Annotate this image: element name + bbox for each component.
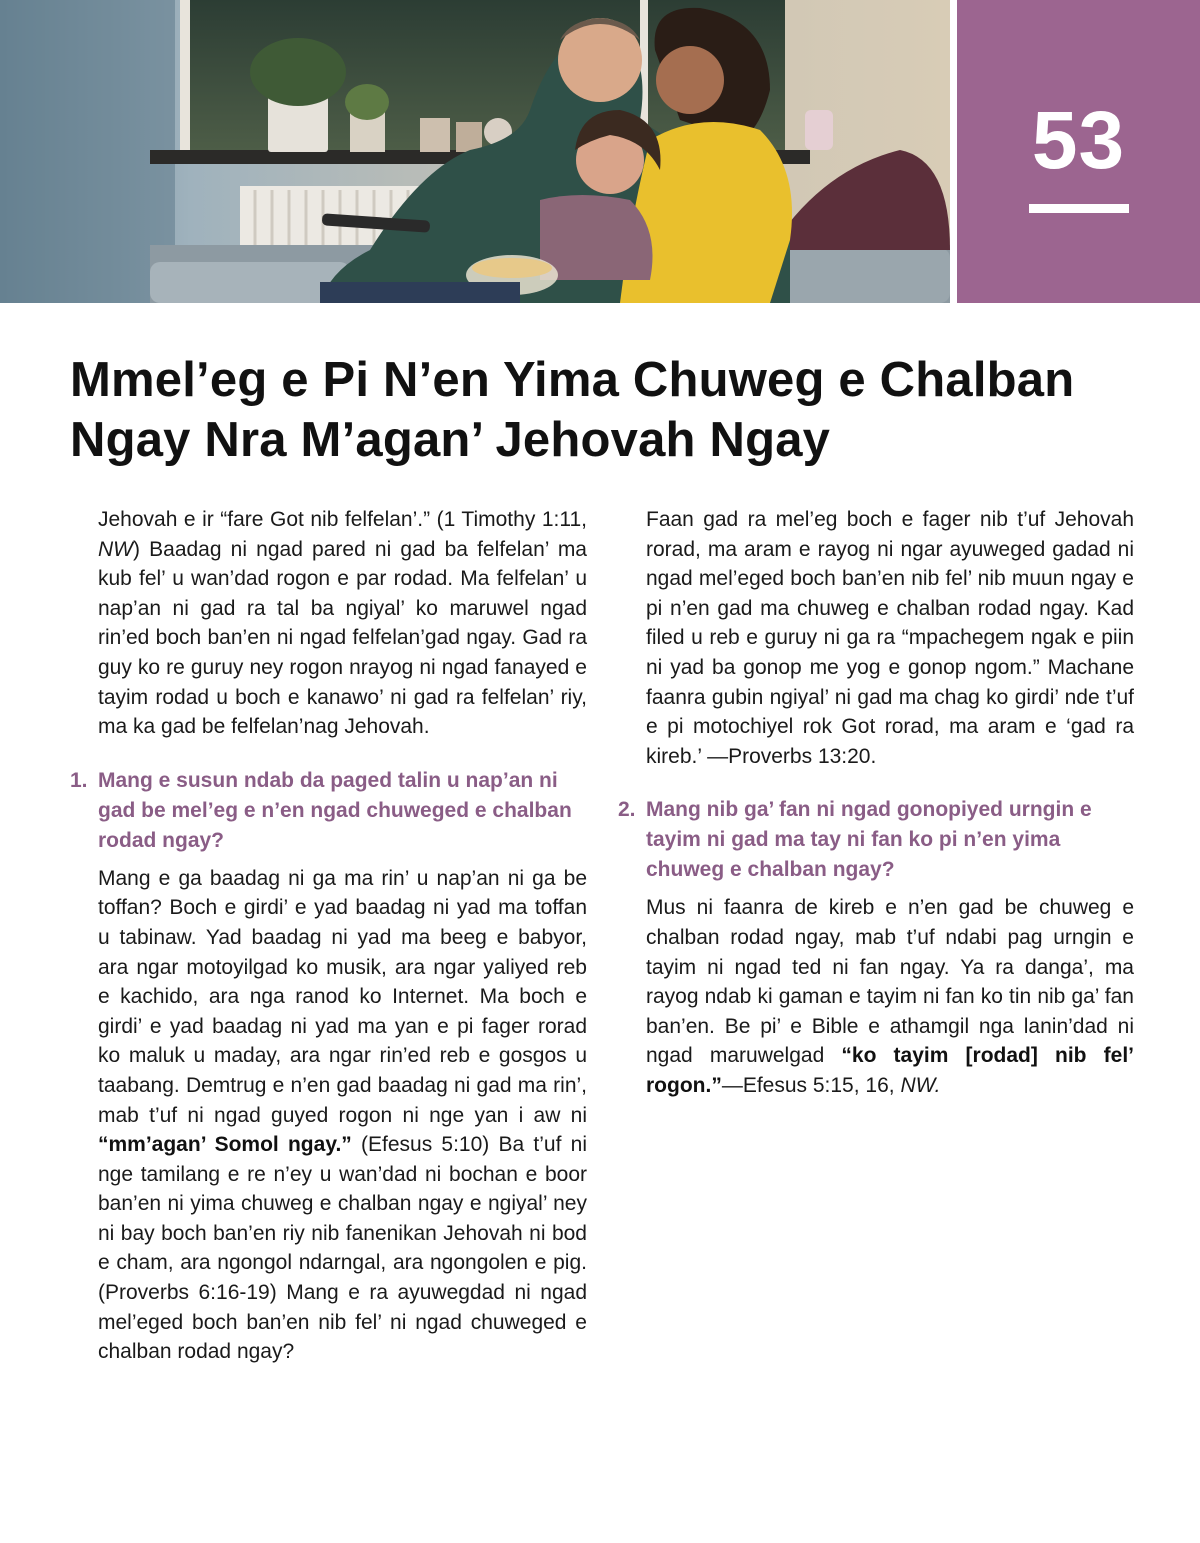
question-1-text: Mang e susun ndab da paged talin u nap’an ni gad be mel’eg e n’en ngad chuweged e chalban rodad ngay?	[98, 768, 572, 852]
question-2-text: Mang nib ga’ fan ni ngad gonopiyed urngin e tayim ni gad ma tay ni fan ko pi n’en yima chuweg e chalban ngay?	[646, 798, 1092, 882]
right-column	[618, 505, 1134, 1101]
q1-text-2: (Efesus 5:10) Ba t’uf ni nge tamilang e re n’ey u wan’dad ni bochan e boor ban’en ni yima chuweg e chalban ngay e ngiyal’ ney ni bay boch ban’en riy nib fanenikan Jehovah ni bod e cham, ara ngongol ndarngal, ara ngongolen e pig. (Proverbs 6:16-19) Mang e ra ayuwegdad ni ngad mel’eged boch ban’en nib fel’ ni ngad chuweged e chalban rodad ngay?	[98, 1133, 587, 1364]
intro-text-nw: NW	[98, 537, 133, 561]
intro-text-2: ) Baadag ni ngad pared ni gad ba felfelan’ ma kub fel’ u wan’dad rogon e par rodad. Ma felfelan’ u nap’an ni gad ra tal ba ngiyal’ ko maruwel ngad rin’ed boch ban’en ni ngad felfelan’gad ngay. Gad ra guy ko re guruy ney rogon nrayog ni ngad fanayed e tayim rodad u boch e kanawo’ ni gad ra felfelan’ riy, ma ka gad be felfelan’nag Jehovah.	[98, 537, 587, 739]
right-intro-paragraph: Faan gad ra mel’eg boch e fager nib t’uf Jehovah rorad, ma aram e rayog ni ngar ayuweged gadad ni ngad mel’eged boch ban’en nib fel’ nib muun ngay e pi n’en gad ma chuweg e chalban rodad ngay. Kad filed u reb e guruy ni ga ra “mpachegem ngak e piin ni yad ba gonop me yog e gonop ngom.” Machane faanra gubin ngiyal’ ni gad ma chag ko girdi’ nde t’uf e pi motochiyel rok Got rorad, ma aram e ‘gad ra kireb.’ —Proverbs 13:20.	[646, 508, 1134, 768]
lesson-number-underline	[1029, 204, 1129, 213]
q1-scripture-quote: “mm’agan’ Somol ngay.”	[98, 1133, 352, 1157]
question-1	[70, 766, 587, 856]
q2-text-2: —Efesus 5:15, 16,	[721, 1073, 901, 1097]
question-1-number: 1.	[70, 768, 88, 792]
lesson-title	[70, 350, 1150, 470]
question-2	[618, 795, 1134, 885]
question-2-number: 2.	[618, 798, 636, 822]
q2-text-1: Mus ni faanra de kireb e n’en gad be chuweg e chalban rodad ngay, mab t’uf ndabi pag urngin e tayim ni ngad ted ni fan ngay. Ya ra danga’, ma rayog ndab ki gaman e tayim ni fan ko tin nib ga’ fan ban’en. Be pi’ e Bible e athamgil nga lanin’dad ni ngad maruwelgad	[646, 896, 1134, 1068]
question-1-paragraph	[98, 864, 587, 1367]
intro-paragraph	[98, 505, 587, 742]
hero-photo	[0, 0, 950, 303]
lesson-title-line-1: Mmel’eg e Pi N’en Yima Chuweg e Chalban	[70, 353, 1075, 407]
lesson-title-line-2: Ngay Nra M’agan’ Jehovah Ngay	[70, 413, 831, 467]
lesson-number: 53	[1031, 95, 1126, 186]
lesson-number-box	[957, 0, 1200, 303]
intro-text-1: Jehovah e ir “fare Got nib felfelan’.” (1 Timothy 1:11,	[98, 508, 587, 531]
question-2-paragraph	[646, 893, 1134, 1100]
q2-text-nw: NW.	[900, 1073, 941, 1097]
left-column	[70, 505, 587, 1367]
q2-scripture-quote: “ko tayim [rodad] nib fel’ rogon.”	[646, 1044, 1135, 1097]
q1-text-1: Mang e ga baadag ni ga ma rin’ u nap’an ni ga be toffan? Boch e girdi’ e yad baadag ni yad ma toffan u tabinaw. Yad baadag ni yad ma beeg e babyor, ara ngar motoyilgad ko musik, ara ngar yaliyed reb e kachido, ara nga ranod ko Internet. Ma boch e girdi’ e yad baadag ni yad ma yan e pi fager rorad ko maluk u maday, ara ngar rin’ed reb e gosgos u taabang. Demtrug e n’en gad baadag ni gad ma rin’, mab t’uf ni ngad guyed rogon ni nge yan i aw ni	[98, 866, 587, 1127]
family-on-sofa-illustration	[0, 0, 950, 303]
